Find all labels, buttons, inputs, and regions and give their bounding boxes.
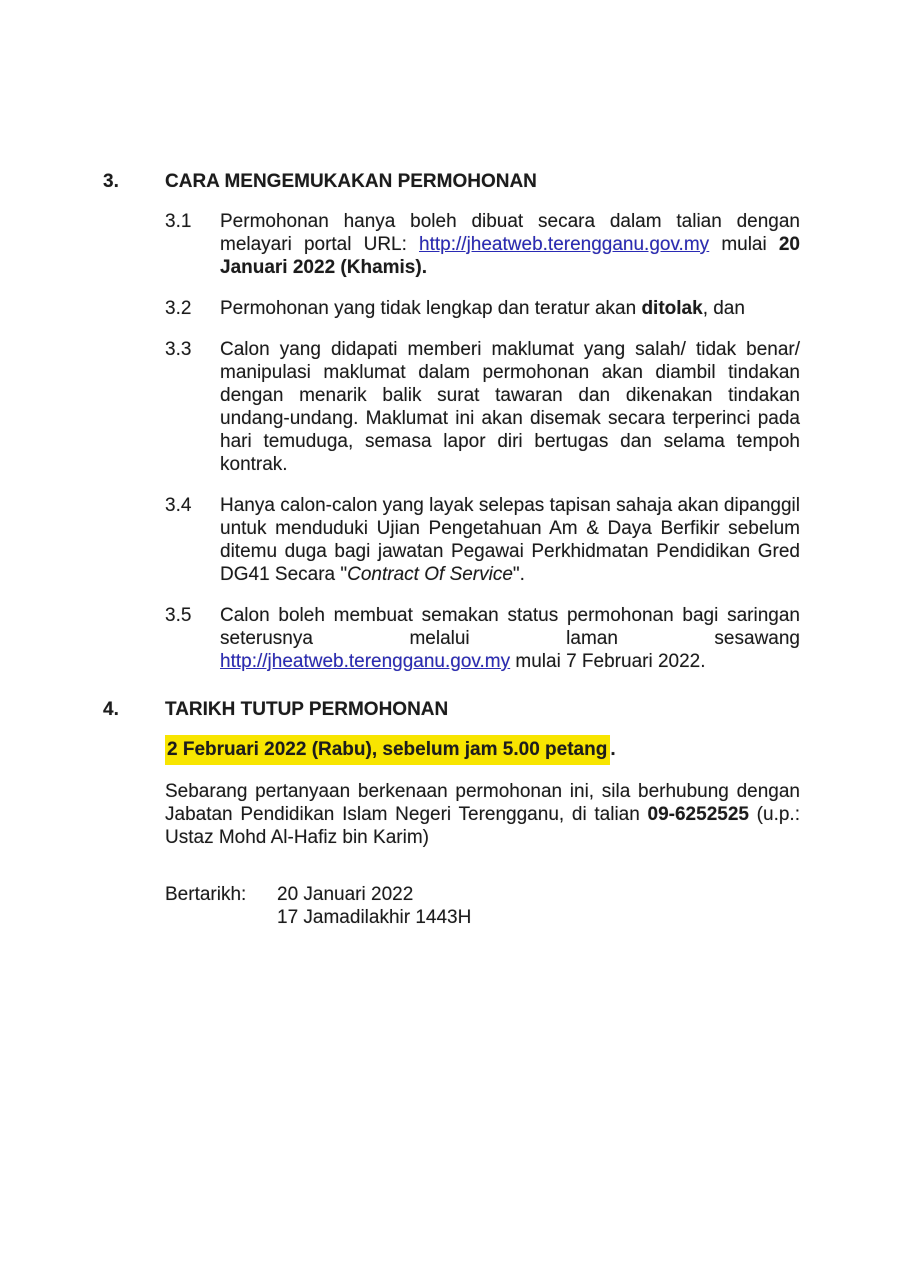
- item-3-3: [165, 338, 800, 476]
- item-3-5-text: [220, 604, 800, 673]
- item-3-2: [165, 297, 800, 320]
- text-run: Hanya calon-calon yang layak selepas tapisan sahaja akan dipanggil untuk menduduki Ujian Pengetahuan Am & Daya Berfikir sebelum ditemu duga bagi jawatan Pegawai Perkhidmatan Pendidikan Gred DG41 Secara ": [220, 495, 800, 585]
- portal-url-link[interactable]: http://jheatweb.terengganu.gov.my: [419, 234, 710, 255]
- text-run: mulai 7 Februari 2022.: [510, 651, 706, 672]
- contact-paragraph: [165, 780, 800, 849]
- ditolak-bold: ditolak: [641, 298, 703, 319]
- item-3-1-number: 3.1: [165, 211, 192, 232]
- item-3-4: [165, 494, 800, 586]
- section-4-title: TARIKH TUTUP PERMOHONAN: [165, 699, 449, 720]
- section-3-number: 3.: [103, 171, 119, 192]
- section-3-title: CARA MENGEMUKAKAN PERMOHONAN: [165, 171, 537, 192]
- phone-number-bold: 09-6252525: [647, 804, 749, 825]
- item-3-4-number: 3.4: [165, 495, 192, 516]
- contract-of-service-italic: Contract Of Service: [347, 564, 513, 585]
- item-3-1-text: [220, 210, 800, 279]
- text-run: Calon boleh membuat semakan status permohonan bagi saringan seterusnya melalui laman sesawang: [220, 605, 800, 649]
- section-4-number: 4.: [103, 699, 119, 720]
- text-run: Permohonan hanya boleh dibuat secara dalam talian dengan melayari portal URL:: [220, 211, 800, 255]
- item-3-1: [165, 210, 800, 279]
- dated-values: [277, 883, 800, 929]
- text-run: Calon yang didapati memberi maklumat yang salah/ tidak benar/ manipulasi maklumat dalam permohonan akan diambil tindakan dengan menarik balik surat tawaran dan dikenakan tindakan undang-undang. Maklumat ini akan disemak secara terperinci pada hari temuduga, semasa lapor diri bertugas dan selama tempoh kontrak.: [220, 339, 800, 475]
- start-date-bold: 20 Januari 2022 (Khamis).: [220, 234, 800, 278]
- item-3-5: [165, 604, 800, 673]
- text-run: ".: [512, 564, 525, 585]
- section-3-heading: [103, 170, 800, 193]
- item-3-2-number: 3.2: [165, 298, 192, 319]
- dated-label: Bertarikh:: [165, 884, 247, 905]
- deadline-highlight: 2 Februari 2022 (Rabu), sebelum jam 5.00 petang: [165, 735, 610, 765]
- text-run: (u.p.: Ustaz Mohd Al-Hafiz bin Karim): [165, 804, 800, 848]
- semakan-url-link[interactable]: http://jheatweb.terengganu.gov.my: [220, 651, 511, 672]
- text-run: Sebarang pertanyaan berkenaan permohonan ini, sila berhubung dengan Jabatan Pendidikan Islam Negeri Terengganu, di talian: [165, 781, 800, 825]
- item-3-2-text: [220, 297, 800, 320]
- item-3-4-text: [220, 494, 800, 586]
- item-3-3-text: [220, 338, 800, 476]
- text-run: , dan: [702, 298, 745, 319]
- deadline-line: [165, 738, 800, 761]
- section-4-heading: [103, 698, 800, 721]
- dated-block: [165, 883, 800, 929]
- text-run: Permohonan yang tidak lengkap dan teratur akan: [220, 298, 642, 319]
- document-content: [103, 170, 800, 929]
- deadline-period: .: [610, 739, 616, 760]
- dated-gregorian: 20 Januari 2022: [277, 884, 414, 905]
- dated-hijri: 17 Jamadilakhir 1443H: [277, 907, 472, 928]
- item-3-5-number: 3.5: [165, 605, 192, 626]
- text-run: mulai: [709, 234, 779, 255]
- item-3-3-number: 3.3: [165, 339, 192, 360]
